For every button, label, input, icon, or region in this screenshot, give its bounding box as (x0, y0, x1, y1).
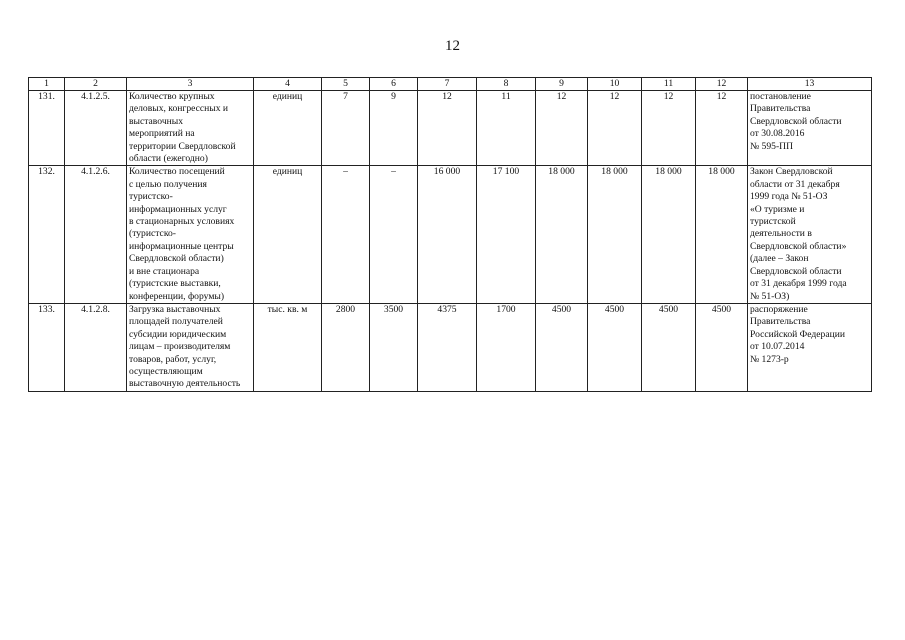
value-cell: 12 (418, 91, 477, 166)
value-cell: 12 (588, 91, 642, 166)
page-number: 12 (445, 38, 460, 54)
value-cell: 9 (370, 91, 418, 166)
value-cell: 16 000 (418, 166, 477, 303)
indicator-name-cell: Загрузка выставочных площадей получателей субсидии юридическим лицам – производителям товаров, работ, услуг, осуществляющим выставочную деятельность (127, 303, 254, 391)
value-cell: 17 100 (477, 166, 536, 303)
indicators-table (28, 77, 872, 392)
value-cell: 18 000 (696, 166, 748, 303)
column-header: 1 (29, 78, 65, 91)
indicator-name-cell: Количество посещений с целью получения туристско- информационных услуг в стационарных условиях (туристско- информационные центры Свердловской области) и вне стационара (туристские выставки, конференции, форумы) (127, 166, 254, 303)
column-header: 4 (254, 78, 322, 91)
code-cell: 4.1.2.6. (65, 166, 127, 303)
column-header: 8 (477, 78, 536, 91)
value-cell: 1700 (477, 303, 536, 391)
table-row (29, 303, 872, 391)
unit-cell: тыс. кв. м (254, 303, 322, 391)
table-row (29, 166, 872, 303)
column-header: 13 (748, 78, 872, 91)
column-header: 3 (127, 78, 254, 91)
value-cell: – (370, 166, 418, 303)
column-header: 10 (588, 78, 642, 91)
source-document-cell: Закон Свердловской области от 31 декабря 1999 года № 51-ОЗ «О туризме и туристской деятельности в Свердловской области» (далее – Закон Свердловской области от 31 декабря 1999 года № 51-ОЗ) (748, 166, 872, 303)
value-cell: 12 (696, 91, 748, 166)
value-cell: 4500 (642, 303, 696, 391)
row-number-cell: 133. (29, 303, 65, 391)
row-number-cell: 131. (29, 91, 65, 166)
table-header-row (29, 78, 872, 91)
indicator-name-cell: Количество крупных деловых, конгрессных и выставочных мероприятий на территории Свердловской области (ежегодно) (127, 91, 254, 166)
unit-cell: единиц (254, 166, 322, 303)
column-header: 12 (696, 78, 748, 91)
value-cell: 7 (322, 91, 370, 166)
value-cell: 2800 (322, 303, 370, 391)
value-cell: 18 000 (588, 166, 642, 303)
column-header: 11 (642, 78, 696, 91)
value-cell: 18 000 (642, 166, 696, 303)
column-header: 7 (418, 78, 477, 91)
code-cell: 4.1.2.5. (65, 91, 127, 166)
value-cell: 4500 (588, 303, 642, 391)
source-document-cell: распоряжение Правительства Российской Федерации от 10.07.2014 № 1273-р (748, 303, 872, 391)
column-header: 9 (536, 78, 588, 91)
value-cell: 4500 (536, 303, 588, 391)
row-number-cell: 132. (29, 166, 65, 303)
column-header: 6 (370, 78, 418, 91)
unit-cell: единиц (254, 91, 322, 166)
table-row (29, 91, 872, 166)
value-cell: – (322, 166, 370, 303)
value-cell: 12 (642, 91, 696, 166)
value-cell: 18 000 (536, 166, 588, 303)
source-document-cell: постановление Правительства Свердловской области от 30.08.2016 № 595-ПП (748, 91, 872, 166)
value-cell: 12 (536, 91, 588, 166)
code-cell: 4.1.2.8. (65, 303, 127, 391)
value-cell: 11 (477, 91, 536, 166)
value-cell: 3500 (370, 303, 418, 391)
column-header: 2 (65, 78, 127, 91)
value-cell: 4375 (418, 303, 477, 391)
column-header: 5 (322, 78, 370, 91)
value-cell: 4500 (696, 303, 748, 391)
